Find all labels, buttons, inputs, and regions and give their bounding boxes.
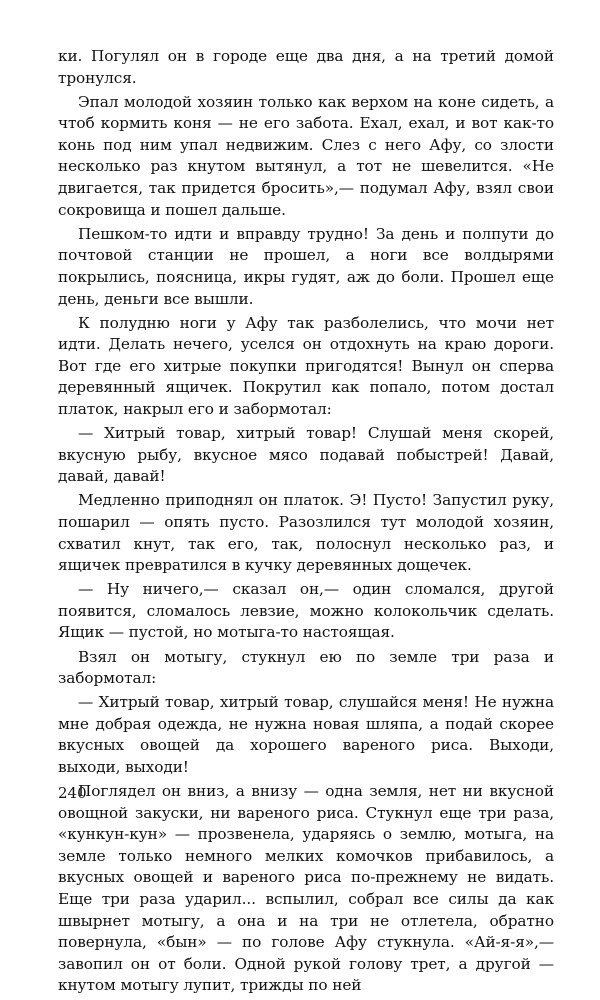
paragraph-6: Медленно приподнял он платок. Э! Пусто! Запустил руку, пошарил — опять пусто. Разозлился тут молодой хозяин, схватил кнут, так его, так, полоснул несколько раз, и ящичек превратился в кучку деревянных дощечек. (58, 491, 554, 575)
paragraph-10: Поглядел он вниз, а внизу — одна земля, нет ни вкусной овощной закуски, ни вареного риса. Стукнул еще три раза, «кункун-кун» — прозвенела, ударяясь о землю, мотыга, на земле только немного мелких комочков прибавилось, а вкусных овощей и вареного риса по-прежнему не видать. Еще три раза ударил... вспылил, собрал все силы да как швырнет мотыгу, а она и на три не отлетела, обратно повернула, «бын» — по голове Афу стукнула. «Ай-я-я»,— завопил он от боли. Одной рукой голову трет, а другой — кнутом мотыгу лупит, трижды по ней (58, 782, 554, 995)
book-page-text (58, 46, 554, 1000)
paragraph-4: К полудню ноги у Афу так разболелись, что мочи нет идти. Делать нечего, уселся он отдохнуть на краю дороги. Вот где его хитрые покупки пригодятся! Вынул он сперва деревянный ящичек. Покрутил как попало, потом достал платок, накрыл его и забормотал: (58, 313, 554, 418)
paragraph-3: Пешком-то идти и вправду трудно! За день и полпути до почтовой станции не прошел, а ноги все волдырями покрылись, поясница, икры гудят, аж до боли. Прошел еще день, деньги все вышли. (58, 224, 554, 308)
paragraph-2: Эпал молодой хозяин только как верхом на коне сидеть, а чтоб кормить коня — не его забота. Ехал, ехал, и вот как-то конь под ним упал недвижим. Слез с него Афу, со злости несколько раз кнутом вытянул, а тот не шевелится. «Не двигается, так придется бросить»,— подумал Афу, взял свои сокровища и пошел дальше. (58, 92, 554, 219)
paragraph-7: — Ну ничего,— сказал он,— один сломался, другой появится, сломалось левзие, можно колокольчик сделать. Ящик — пустой, но мотыга-то настоящая. (58, 580, 554, 642)
paragraph-8: Взял он мотыгу, стукнул ею по земле три раза и забормотал: (58, 647, 554, 688)
paragraph-1: ки. Погулял он в городе еще два дня, а на третий домой тронулся. (58, 47, 554, 87)
page-number: 240 (58, 784, 87, 802)
paragraph-5: — Хитрый товар, хитрый товар! Слушай меня скорей, вкусную рыбу, вкусное мясо подавай побыстрей! Давай, давай, давай! (58, 424, 554, 486)
paragraph-9: — Хитрый товар, хитрый товар, слушайся меня! Не нужна мне добрая одежда, не нужна новая шляпа, а подай скорее вкусных овощей да хорошего вареного риса. Выходи, выходи, выходи! (58, 693, 554, 776)
